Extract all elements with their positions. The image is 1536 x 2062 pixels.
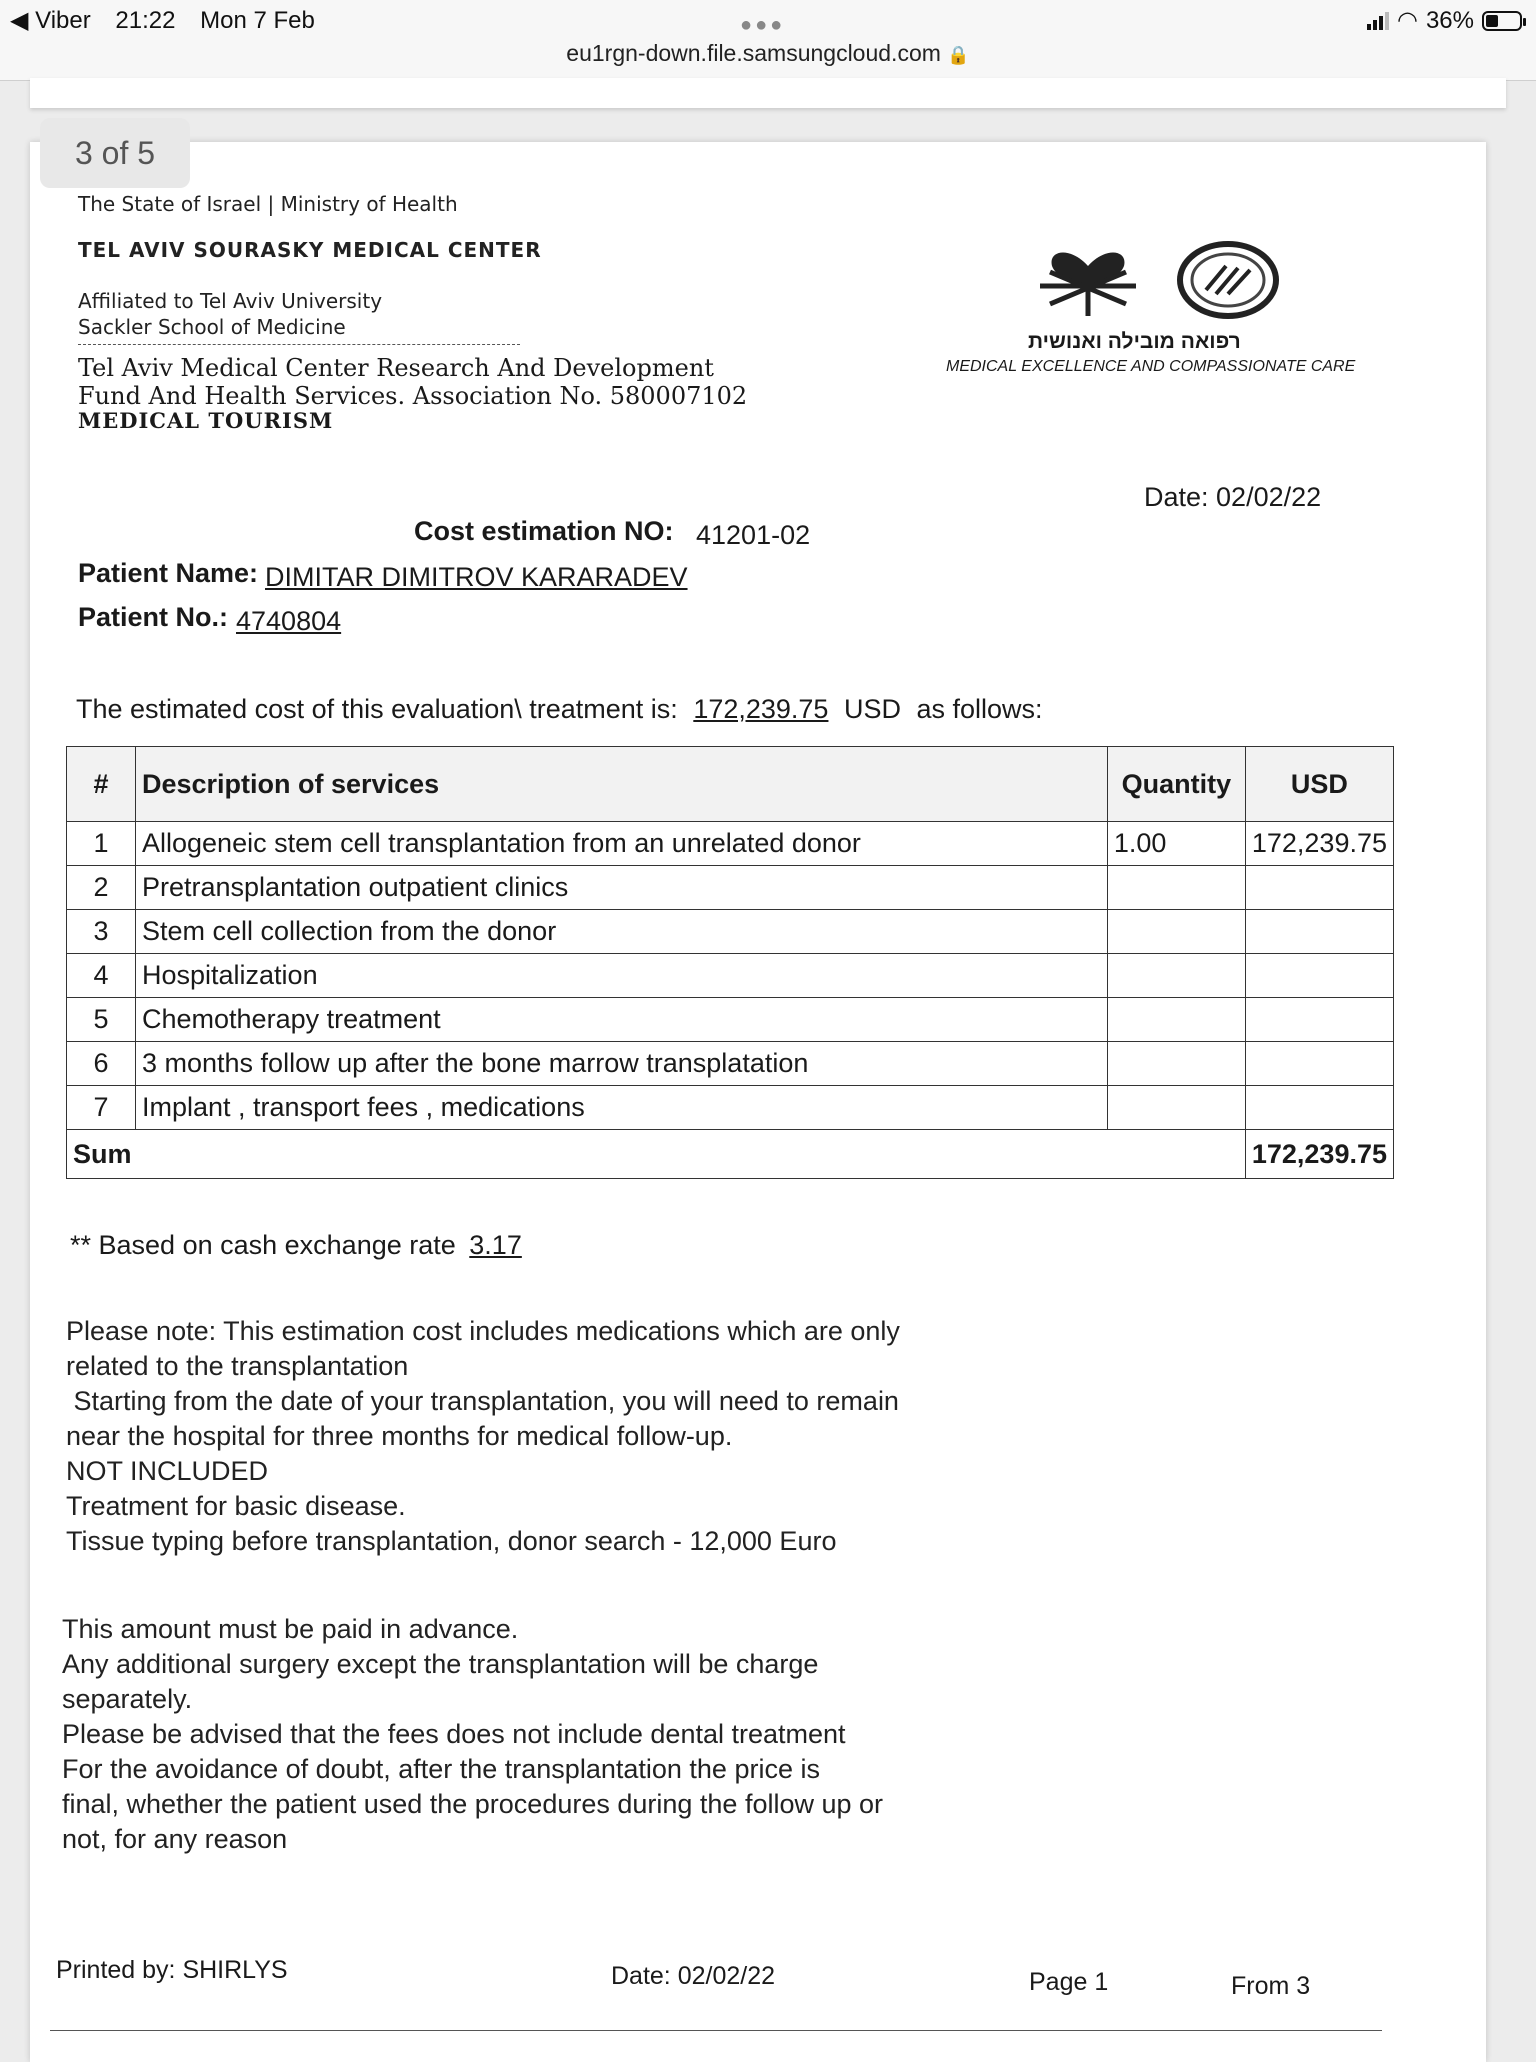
cost-prefix: The estimated cost of this evaluation\ treatment is: [76, 694, 678, 724]
battery-percent: 36% [1425, 6, 1474, 34]
table-sum-row [67, 1130, 1394, 1179]
row-quantity [1107, 1042, 1245, 1086]
row-description: 3 months follow up after the bone marrow transplatation [136, 1042, 1108, 1086]
note-line: Any additional surgery except the transplantation will be charge [62, 1649, 819, 1679]
row-description: Allogeneic stem cell transplantation from an unrelated donor [136, 822, 1108, 866]
row-num: 4 [67, 954, 136, 998]
row-usd [1245, 866, 1393, 910]
row-quantity [1107, 1086, 1245, 1130]
estimated-cost-line [76, 694, 1043, 725]
wifi-icon: ◠ [1397, 7, 1418, 34]
note-line: This amount must be paid in advance. [62, 1614, 519, 1644]
row-num: 6 [67, 1042, 136, 1086]
table-row [67, 998, 1394, 1042]
cost-amount: 172,239.75 [693, 694, 829, 724]
footer-page: Page 1 [1029, 1968, 1109, 1996]
sum-value: 172,239.75 [1245, 1130, 1393, 1179]
row-num: 1 [67, 822, 136, 866]
row-num: 7 [67, 1086, 136, 1130]
affiliation-divider [78, 344, 520, 345]
table-row [67, 822, 1394, 866]
more-dots-icon[interactable]: ●●● [740, 14, 786, 36]
row-usd: 172,239.75 [1245, 822, 1393, 866]
row-usd [1245, 1086, 1393, 1130]
row-quantity: 1.00 [1107, 822, 1245, 866]
patient-number: 4740804 [236, 606, 342, 636]
col-header-description: Description of services [136, 747, 1108, 822]
printed-by: Printed by: SHIRLYS [56, 1956, 288, 1984]
hebrew-slogan: רפואה מובילה ואנושית [1028, 330, 1241, 353]
affiliation-line-1: Affiliated to Tel Aviv University [78, 289, 383, 313]
patient-name: DIMITAR DIMITROV KARARADEV [265, 562, 688, 592]
hospital-logo-icon [1030, 236, 1146, 322]
row-usd [1245, 910, 1393, 954]
slogan: MEDICAL EXCELLENCE AND COMPASSIONATE CARE [946, 358, 1356, 375]
row-description: Pretransplantation outpatient clinics [136, 866, 1108, 910]
col-header-num: # [67, 747, 136, 822]
services-table [66, 746, 1394, 1179]
center-name: TEL AVIV SOURASKY MEDICAL CENTER [78, 238, 542, 262]
table-row [67, 866, 1394, 910]
table-row [67, 910, 1394, 954]
footer-divider [50, 2030, 1382, 2031]
row-usd [1245, 998, 1393, 1042]
signal-icon [1367, 12, 1389, 30]
cost-currency: USD [843, 694, 901, 724]
note-line: Please be advised that the fees does not include dental treatment [62, 1719, 846, 1749]
affiliation-line-2: Sackler School of Medicine [78, 315, 346, 339]
battery-icon [1482, 11, 1522, 31]
row-description: Stem cell collection from the donor [136, 910, 1108, 954]
row-quantity [1107, 910, 1245, 954]
note-line: related to the transplantation [66, 1351, 409, 1381]
note-line: separately. [62, 1684, 193, 1714]
col-header-usd: USD [1245, 747, 1393, 822]
row-quantity [1107, 998, 1245, 1042]
exchange-rate-line [70, 1230, 522, 1261]
university-seal-icon [1176, 240, 1280, 320]
medical-tourism: MEDICAL TOURISM [78, 408, 334, 433]
row-num: 5 [67, 998, 136, 1042]
previous-page-edge [30, 78, 1506, 108]
note-line: Tissue typing before transplantation, donor search - 12,000 Euro [66, 1526, 837, 1556]
url-bar[interactable] [0, 40, 1536, 67]
exchange-rate-label: ** Based on cash exchange rate [70, 1230, 456, 1260]
status-date: Mon 7 Feb [200, 7, 315, 34]
row-description: Chemotherapy treatment [136, 998, 1108, 1042]
table-row [67, 1042, 1394, 1086]
page-indicator: 3 of 5 [40, 118, 190, 188]
status-time: 21:22 [115, 7, 176, 34]
row-num: 2 [67, 866, 136, 910]
row-num: 3 [67, 910, 136, 954]
row-usd [1245, 1042, 1393, 1086]
lock-icon: 🔒 [947, 45, 970, 65]
row-quantity [1107, 954, 1245, 998]
fund-line-2: Fund And Health Services. Association No. 580007102 [78, 382, 748, 410]
table-row [67, 1086, 1394, 1130]
footer-date: Date: 02/02/22 [611, 1962, 776, 1990]
note-line: Treatment for basic disease. [66, 1491, 406, 1521]
notes-block-2 [62, 1612, 883, 1857]
fund-line-1: Tel Aviv Medical Center Research And Development [78, 354, 714, 382]
note-line: near the hospital for three months for medical follow-up. [66, 1421, 733, 1451]
notes-block-1 [66, 1314, 900, 1559]
note-line: NOT INCLUDED [66, 1456, 269, 1486]
table-row [67, 954, 1394, 998]
note-line: not, for any reason [62, 1824, 288, 1854]
exchange-rate-value: 3.17 [469, 1230, 522, 1260]
patient-no-label: Patient No.: [78, 602, 229, 632]
row-description: Implant , transport fees , medications [136, 1086, 1108, 1130]
footer-from: From 3 [1231, 1972, 1311, 2000]
note-line: For the avoidance of doubt, after the transplantation the price is [62, 1754, 820, 1784]
patient-name-label: Patient Name: [78, 558, 259, 588]
note-line: Starting from the date of your transplantation, you will need to remain [66, 1386, 899, 1416]
table-header-row [67, 747, 1394, 822]
document-date: Date: 02/02/22 [1144, 482, 1322, 512]
row-usd [1245, 954, 1393, 998]
note-line: Please note: This estimation cost includes medications which are only [66, 1316, 900, 1346]
url-text: eu1rgn-down.file.samsungcloud.com [566, 40, 941, 66]
estimation-number: 41201-02 [696, 520, 811, 550]
row-description: Hospitalization [136, 954, 1108, 998]
col-header-quantity: Quantity [1107, 747, 1245, 822]
cost-suffix: as follows: [916, 694, 1043, 724]
sum-label: Sum [67, 1130, 1246, 1179]
note-line: final, whether the patient used the procedures during the follow up or [62, 1789, 884, 1819]
status-bar [0, 0, 1536, 81]
back-to-app-button[interactable]: ◀ Viber [10, 7, 91, 34]
row-quantity [1107, 866, 1245, 910]
state-line: The State of Israel | Ministry of Health [78, 192, 458, 216]
estimation-label: Cost estimation NO: [414, 516, 674, 546]
